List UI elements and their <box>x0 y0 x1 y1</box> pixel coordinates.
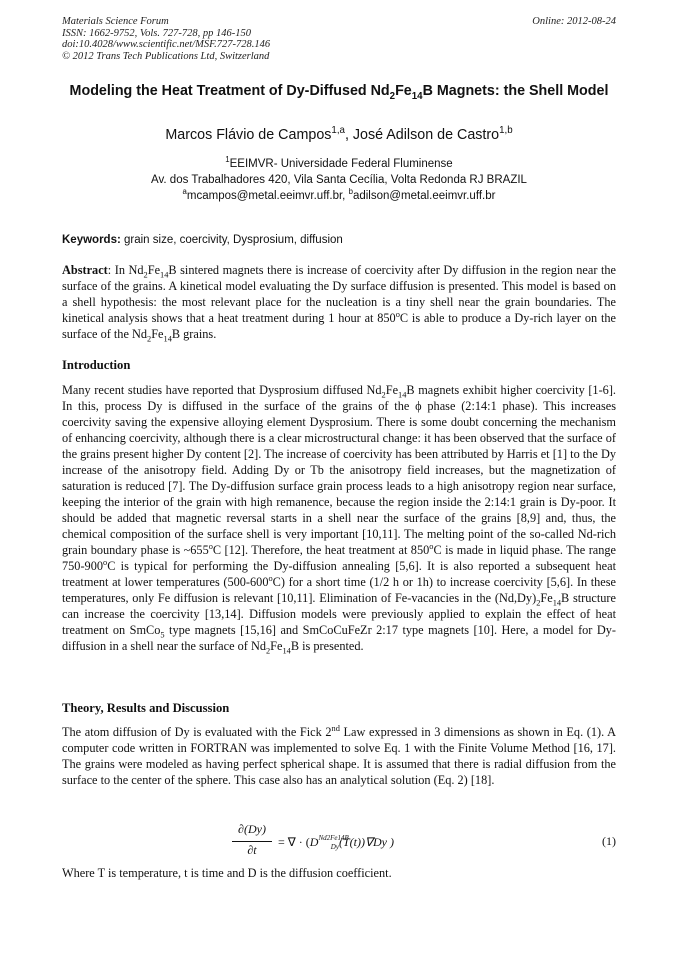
author-1: Marcos Flávio de Campos <box>165 127 332 143</box>
author-list: Marcos Flávio de Campos$^{1,a}$, José Adilson de Castro$^{1,b}$ <box>165 125 513 143</box>
theory-heading: Theory, Results and Discussion <box>62 701 230 715</box>
theory-text: The atom diffusion of Dy is evaluated with the Fick 2nd Law expressed in 3 dimensions as shown in Eq. (1). A computer code written in FORTRAN was implemented to solve Eq. 1 with the Finite Volume Method [16, 17]. The grains were modeled as having perfect spherical shape. It is assumed that there is radial diffusion from the surface to the center of the sphere. This case also has an analytical solution (Eq. 2) [18]. <box>62 723 617 787</box>
author-2: José Adilson de Castro <box>352 127 500 143</box>
journal-issn: ISSN: 1662-9752, Vols. 727-728, pp 146-150 <box>62 27 251 39</box>
introduction-text: Many recent studies have reported that Dysprosium diffused $Nd_2Fe_{14}B$ magnets exhibit higher coercivity [1-6]. In this, process Dy is diffused in the surface of the grains of the ϕ phase (2:14:1 phase). This increases coercivity saving the expensive alloying element Dysprosium. There is some doubt concerning the mechanism of enhancing coercivity, although there is a clear microstructural change: it has been observed that the surface of the grains present higher Dy content [2]. The increase of coercivity has been attributed by Harris et [1] to the Dy increase of the anisotropy field. Adding Dy or Tb the anisotropy field increases, but the magnetization of saturation is reduced [7]. The Dy-diffusion surface grain process leads to a high anisotropy region near surface, keeping the interior of the grain with high remanence, because the region inside the 2:14:1 grain is Dy-poor. It should be added that magnetic reversal starts in a shell near the surface of the grains [8,9] and, thus, the chemical composition of the surface shell is very important [10,11]. The melting point of the so-called Nd-rich grain boundary phase is ~655$^o$C [12]. Therefore, the heat treatment at 850$^o$C is made in liquid phase. The range 750-900$^o$C is typical for performing the Dy-diffusion annealing [5,6]. It is also reported a subsequent heat treatment at lower temperatures (500-600$^o$C) for a short time (1/2 h or 1h) to increase coercivity [5,6]. In these temperatures, only Fe diffusion is relevant [10,11]. Elimination of Fe-vacancies in the $(Nd,Dy)_2Fe_{14}B$ structure can increase the coercivity [13,14]. Diffusion models were previously applied to explain the effect of heat treatment on SmCo$_5$ type magnets [15,16] and SmCoCuFeZr 2:17 type magnets [10]. Here, a model for Dy-diffusion in a shell near the surface of $Nd_2Fe_{14}B$ is presented. <box>62 383 617 656</box>
keywords: Keywords: grain size, coercivity, Dysprosium, diffusion <box>62 234 343 246</box>
equation-number: (1) <box>602 834 616 848</box>
equation-rhs: = ∇ · ($D^{Nd2Fe14B}_{Dy}(T(t))\nabla Dy$ ) <box>278 834 394 851</box>
online-date: Online: 2012-08-24 <box>532 16 616 27</box>
equation-fraction <box>232 822 272 858</box>
journal-doi: doi:10.4028/www.scientific.net/MSF.727-728.146 <box>62 39 271 50</box>
affiliation: $^1$EEIMVR- Universidade Federal Fluminense Av. dos Trabalhadores 420, Vila Santa Cecília, Volta Redonda RJ BRAZIL $^a$mcampos@metal.eeimvr.uff.br, $^b$adilson@metal.eeimvr.uff.br <box>62 156 616 204</box>
journal-copyright: © 2012 Trans Tech Publications Ltd, Switzerland <box>62 50 270 62</box>
equation-denominator: ∂t <box>247 843 257 857</box>
paper-title: Modeling the Heat Treatment of Dy-Diffused $Nd_2Fe_{14}B$ Magnets: the Shell Model <box>69 83 609 102</box>
equation-numerator: ∂(Dy) <box>238 822 266 836</box>
journal-header <box>62 16 616 62</box>
journal-name: Materials Science Forum <box>62 16 169 27</box>
after-equation-text: Where T is temperature, t is time and D is the diffusion coefficient. <box>62 866 392 880</box>
email-line: $^a$mcampos@metal.eeimvr.uff.br, $^b$adilson@metal.eeimvr.uff.br <box>182 187 496 202</box>
abstract: Abstract: In $Nd_2Fe_{14}B$ sintered magnets there is increase of coercivity after Dy diffusion in the region near the surface of the grains. A kinetical model evaluating the Dy surface diffusion is presented. This model is based on a shell hypothesis: the most relevant place for the nucleation is a tiny shell near the grain boundaries. The kinetical analysis shows that a heat treatment during 1 hour at 850$^o$C is able to produce a Dy-rich layer on the surface of the $Nd_2Fe_{14}B$ grains. <box>62 263 616 344</box>
introduction-heading: Introduction <box>62 358 131 372</box>
equation-1 <box>232 822 616 862</box>
